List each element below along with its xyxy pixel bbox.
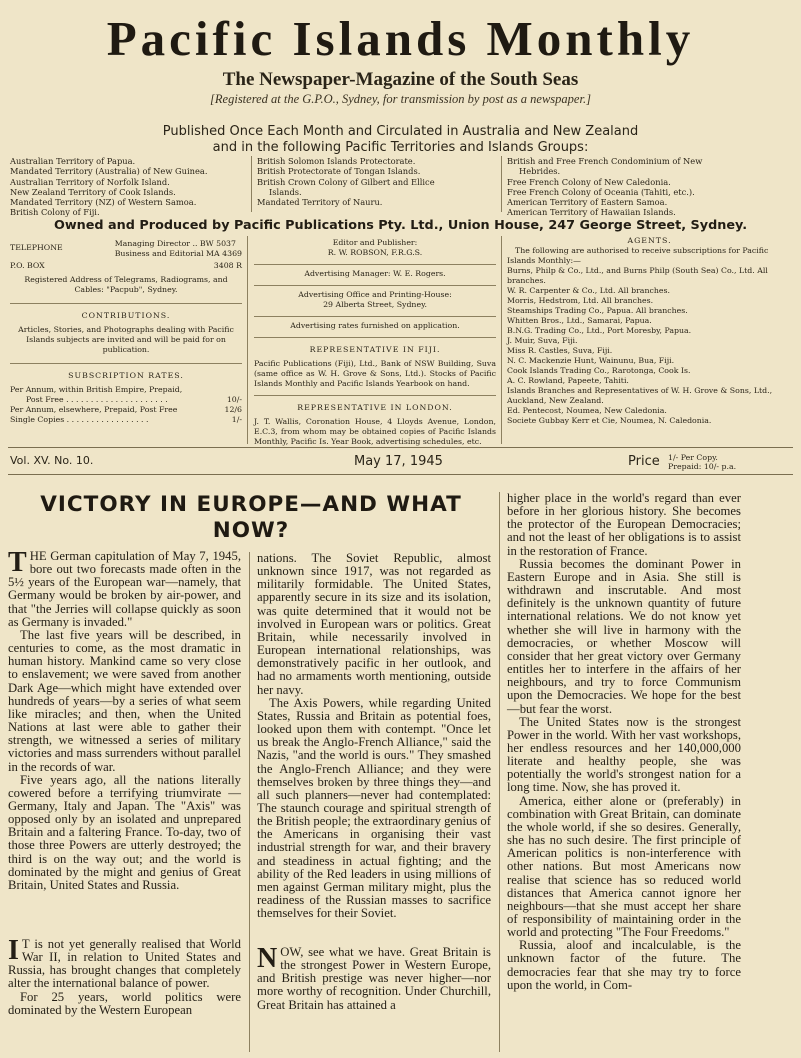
column-divider xyxy=(501,156,502,212)
published-line-1: Published Once Each Month and Circulated in Australia and New Zealand xyxy=(162,124,639,139)
agent-item: Societe Gubbay Kerr et Cie, Noumea, N. Caledonia. xyxy=(507,416,712,425)
agent-item: Miss R. Castles, Suva, Fiji. xyxy=(507,346,613,355)
advertising-manager: Advertising Manager: W. E. Rogers. xyxy=(304,269,446,278)
agent-item: A. C. Rowland, Papeete, Tahiti. xyxy=(507,376,629,385)
paragraph-text: HE German capitulation of May 7, 1945, bore out two forecasts made often in the 5½ years of the European war—namely, that Germany would be broken by air-power, and that "the Jerries will collapse quickly as soon as Germany is invaded." xyxy=(8,549,241,629)
london-rep-text: J. T. Wallis, Coronation House, 4 Lloyds Avenue, London, E.C.3, from whom may be obtained copies of Pacific Islands Monthly, Pacific Is. Year Book, advertising schedules, etc. xyxy=(254,417,496,446)
article-column-2 xyxy=(257,552,491,920)
article-paragraph: higher place in the world's regard than ever before in her glorious history. She becomes the protector of the European Democracies; and not the least of her obligations is to assist in the restoration of France. xyxy=(507,491,741,558)
subscription-price: 10/- xyxy=(226,395,242,404)
contact-info xyxy=(10,236,242,425)
article-paragraph: Russia becomes the dominant Power in Eastern Europe and in Asia. She still is withdrawn and inscrutable. And most definitely is the unknown quantity of future international relations. We do not know yet whether she will live in harmony with the democracies, or whether Moscow will consider that her great victory over Germany entitles her to interfere in the affairs of her neighbours, and try to force Communism upon the Democracies. We hope for the best—but fear the worst. xyxy=(507,556,741,716)
territory-item: Hebrides. xyxy=(519,166,561,177)
column-divider xyxy=(251,156,252,212)
agents-list xyxy=(507,236,792,426)
territories-column-3 xyxy=(507,156,792,218)
agent-item: Steamships Trading Co., Papua. All branches. xyxy=(507,306,688,315)
price-prepaid: Prepaid: 10/- p.a. xyxy=(668,462,737,471)
article-paragraph: The Axis Powers, while regarding United States, Russia and Britain as potential foes, looked upon them with contempt. "Once let us break the Anglo-French Alliance," said the Nazis, "and the world is ours." They smashed the Anglo-French Alliance; and they were themselves broken by three things they—and all such planners—never had contemplated: The staunch courage and spiritual strength of the British people; the extraordinary genius of the Americans in organising their vast industrial strength for war, and their bravery and steadiness in actual fighting; and the ability of the Red leaders in using millions of men against German military might, plus the readiness of the Russian masses to sacrifice themselves for their Soviet. xyxy=(257,695,491,921)
publisher-info xyxy=(254,236,496,447)
agent-item: Ed. Pentecost, Noumea, New Caledonia. xyxy=(507,406,667,415)
drop-cap: T xyxy=(8,547,27,578)
territory-item: British Solomon Islands Protectorate. xyxy=(257,156,416,166)
drop-cap: N xyxy=(257,943,278,974)
volume-number: Vol. XV. No. 10. xyxy=(10,454,94,467)
article-paragraph xyxy=(8,547,241,629)
article-paragraph: Five years ago, all the nations literally cowered before a terrifying triumvirate — Germany, Italy and Japan. The "Axis" was opposed only by an isolated and unprepared Britain and a faltering France. To-day, two of those three Powers are utterly destroyed; the third is on the way out; and the world is dominated by the might and genius of Great Britain, United States and Russia. xyxy=(8,772,241,892)
divider xyxy=(254,285,496,286)
territory-item: Australian Territory of Norfolk Island. xyxy=(10,176,170,187)
article-paragraph xyxy=(257,943,491,1012)
contributions-heading: CONTRIBUTIONS. xyxy=(81,311,171,320)
territory-item: Islands. xyxy=(269,186,302,197)
advertising-address: 29 Alberta Street, Sydney. xyxy=(323,300,427,309)
published-notice xyxy=(60,124,741,156)
divider xyxy=(10,303,242,304)
paragraph-text: T is not yet generally realised that World War II, in relation to United States and Russia, has brought changes that completely alter the international balance of power. xyxy=(8,937,241,991)
column-divider xyxy=(249,552,250,1052)
fiji-rep-text: Pacific Publications (Fiji), Ltd., Bank of NSW Building, Suva (same office as W. H. Grove & Sons, Ltd.). Stocks of Pacific Islands Monthly and Pacific Islands Yearbook on hand. xyxy=(254,359,496,388)
agents-intro: The following are authorised to receive subscriptions for Pacific Islands Monthly:— xyxy=(507,246,769,265)
article-headline: VICTORY IN EUROPE—AND WHAT NOW? xyxy=(40,492,462,543)
pobox-number: 3408 R xyxy=(213,261,242,270)
london-rep-heading: REPRESENTATIVE IN LONDON. xyxy=(297,403,453,412)
advertising-rates: Advertising rates furnished on application. xyxy=(290,321,460,330)
territory-item: American Territory of Hawaiian Islands. xyxy=(507,207,676,218)
article-paragraph: Russia, aloof and incalculable, is the unknown factor of the future. The democracies fear that she may try to force upon the world, in Com- xyxy=(507,938,741,992)
managing-director-phone: Managing Director .. BW 5037 xyxy=(114,239,236,248)
rule xyxy=(8,474,793,475)
article-column-2-lower xyxy=(257,943,491,1012)
divider xyxy=(254,337,496,338)
article-paragraph: America, either alone or (preferably) in combination with Great Britain, can dominate the whole world, if she so desires. Generally, she has no such desire. The first principle of American politics is non-interference with other nations. But most Americans now realise that science has so reduced world distances that America cannot ignore her neighbours—that she must accept her share of responsibility of maintaining order in the world and protecting "The Four Freedoms." xyxy=(507,793,741,940)
agent-item: Islands Branches and Representatives of W. H. Grove & Sons, Ltd., Auckland, New Zealand. xyxy=(507,386,773,405)
territory-item: Mandated Territory of Nauru. xyxy=(257,197,383,208)
masthead-title: Pacific Islands Monthly xyxy=(106,11,695,66)
territory-item: British Crown Colony of Gilbert and Ellice xyxy=(257,176,435,187)
agent-item: B.N.G. Trading Co., Ltd., Port Moresby, Papua. xyxy=(507,326,692,335)
article-paragraph: The last five years will be described, in centuries to come, as the most dramatic in human history. Mankind came so very close to enslavement; we were saved from another Dark Age—which might have extended over hundreds of years—by a series of what seem like miracles; and then, when the United Nations at last were able to gather their strength, we witnessed a series of military victories and mass surrenders without parallel in the records of war. xyxy=(8,627,241,774)
divider xyxy=(254,395,496,396)
territories-column-2 xyxy=(257,156,497,207)
subscription-line: Post Free . . . . . . . . . . . . . . . . . . . . . xyxy=(26,395,168,404)
paragraph-text: OW, see what we have. Great Britain is the strongest Power in Western Europe, and British prestige was never higher—nor more worthy of recognition. Under Churchill, Great Britain has attained a xyxy=(257,945,491,1012)
territory-item: New Zealand Territory of Cook Islands. xyxy=(10,186,176,197)
rule xyxy=(8,447,793,448)
price-per-copy: 1/- Per Copy. xyxy=(668,453,718,462)
editor-name: R. W. ROBSON, F.R.G.S. xyxy=(327,248,423,257)
agent-item: Whitten Bros., Ltd., Samarai, Papua. xyxy=(507,316,652,325)
column-divider xyxy=(501,236,502,444)
article-paragraph: The United States now is the strongest Power in the world. With her vast workshops, her endless resources and her 140,000,000 literate and healthy people, she was potentially the world's strongest nation for a long time. Now, she has proved it. xyxy=(507,714,741,795)
territory-item: British and Free French Condominium of New xyxy=(507,156,703,166)
subscription-heading: SUBSCRIPTION RATES. xyxy=(68,371,184,380)
territories-column-1 xyxy=(10,156,248,218)
business-phone: Business and Editorial MA 4369 xyxy=(114,249,242,258)
contributions-text: Articles, Stories, and Photographs dealing with Pacific Islands subjects are invited and will be paid for on publication. xyxy=(18,325,234,354)
article-paragraph: nations. The Soviet Republic, almost unknown since 1917, was not regarded as militarily formidable. The United States, apparently secure in its size and its isolation, was quite determined that it would not be involved in European wars or politics. Great Britain, while necessarily involved in European international relationships, was demonstratively pacific in her outlook, and had no armaments worth mentioning, outside her navy. xyxy=(257,551,491,697)
agent-item: J. Muir, Suva, Fiji. xyxy=(507,336,578,345)
territory-item: British Colony of Fiji. xyxy=(10,207,100,218)
agent-item: Cook Islands Trading Co., Rarotonga, Cook Is. xyxy=(507,366,691,375)
subscription-line: Per Annum, within British Empire, Prepaid, xyxy=(10,385,183,394)
fiji-rep-heading: REPRESENTATIVE IN FIJI. xyxy=(309,345,441,354)
agents-heading: AGENTS. xyxy=(627,236,672,245)
territory-item: Free French Colony of New Caledonia. xyxy=(507,176,671,187)
subscription-line: Per Annum, elsewhere, Prepaid, Post Free xyxy=(10,405,178,414)
territory-item: Australian Territory of Papua. xyxy=(10,156,136,166)
issue-date: May 17, 1945 xyxy=(354,454,443,469)
territory-item: British Protectorate of Tongan Islands. xyxy=(257,166,421,177)
ownership-line: Owned and Produced by Pacific Publications Pty. Ltd., Union House, 247 George Street, Sydney. xyxy=(53,218,748,233)
registered-address: Registered Address of Telegrams, Radiograms, and Cables: "Pacpub", Sydney. xyxy=(24,275,228,294)
column-divider xyxy=(247,236,248,444)
agent-item: N. C. Mackenzie Hunt, Wainunu, Bua, Fiji. xyxy=(507,356,675,365)
territory-item: American Territory of Eastern Samoa. xyxy=(507,197,668,208)
price-label: Price xyxy=(628,454,660,469)
price-details xyxy=(668,453,736,471)
subscription-line: Single Copies . . . . . . . . . . . . . . . . . xyxy=(10,415,149,424)
territory-item: Mandated Territory (NZ) of Western Samoa. xyxy=(10,197,197,208)
pobox-label: P.O. BOX xyxy=(10,261,45,270)
subscription-price: 1/- xyxy=(231,415,242,424)
article-paragraph xyxy=(8,935,241,991)
divider xyxy=(254,264,496,265)
advertising-office: Advertising Office and Printing-House: xyxy=(298,290,452,299)
article-column-1-lower xyxy=(8,935,241,1017)
divider xyxy=(254,316,496,317)
agent-item: Morris, Hedstrom, Ltd. All branches. xyxy=(507,296,654,305)
registration-notice: [Registered at the G.P.O., Sydney, for transmission by post as a newspaper.] xyxy=(210,92,591,106)
article-paragraph: For 25 years, world politics were dominated by the Western European xyxy=(8,989,241,1017)
published-line-2: and in the following Pacific Territories and Islands Groups: xyxy=(212,140,589,155)
drop-cap: I xyxy=(8,935,19,966)
telephone-label: TELEPHONE xyxy=(10,243,63,252)
editor-label: Editor and Publisher: xyxy=(332,238,418,247)
article-column-1 xyxy=(8,547,241,892)
article-column-3 xyxy=(507,492,741,992)
territory-item: Free French Colony of Oceania (Tahiti, etc.). xyxy=(507,186,695,197)
subscription-price: 12/6 xyxy=(224,405,242,414)
agent-item: W. R. Carpenter & Co., Ltd. All branches. xyxy=(507,286,670,295)
divider xyxy=(10,363,242,364)
masthead-subtitle: The Newspaper-Magazine of the South Seas xyxy=(222,69,579,90)
column-divider xyxy=(499,492,500,1052)
agent-item: Burns, Philp & Co., Ltd., and Burns Philp (South Sea) Co., Ltd. All branches. xyxy=(507,266,768,285)
territory-item: Mandated Territory (Australia) of New Guinea. xyxy=(10,166,208,177)
